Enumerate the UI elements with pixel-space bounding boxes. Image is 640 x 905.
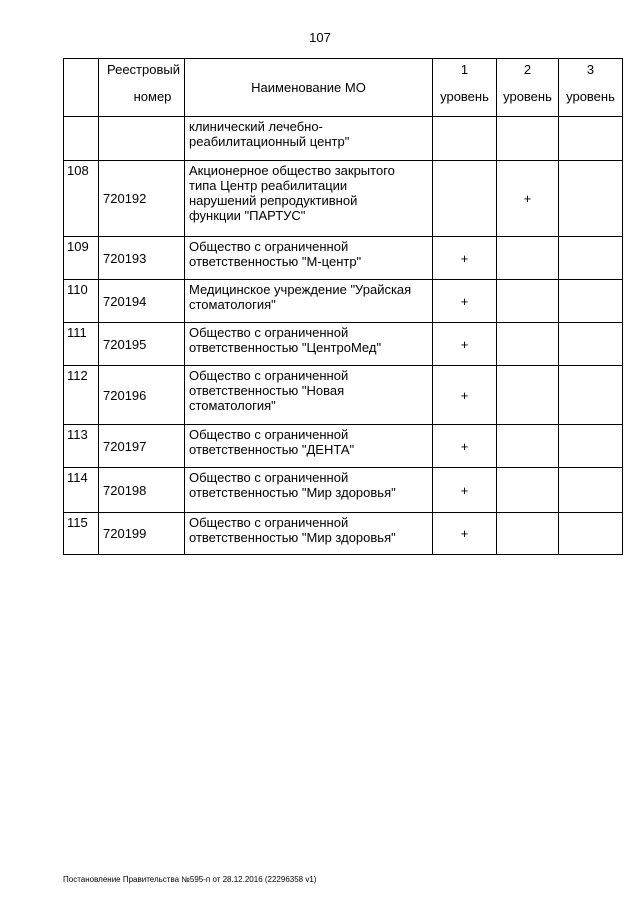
row-number-cell: 114 (64, 468, 99, 513)
level-1-cell (433, 161, 497, 237)
table-row (64, 237, 623, 280)
table-row (64, 366, 623, 425)
header-level-2-word: уровень (503, 89, 552, 104)
row-number-cell: 111 (64, 323, 99, 366)
table-row (64, 323, 623, 366)
level-3-cell (559, 117, 623, 161)
level-2-cell (497, 513, 559, 555)
row-number-cell: 109 (64, 237, 99, 280)
registry-number-cell: 720199 (99, 513, 185, 555)
header-level-2 (497, 59, 559, 117)
level-1-cell: + (433, 366, 497, 425)
header-registry-number (99, 59, 185, 117)
level-3-cell (559, 280, 623, 323)
organization-name-cell: Общество с ограниченной ответственностью "Мир здоровья" (185, 513, 433, 555)
registry-number-cell: 720198 (99, 468, 185, 513)
level-2-cell (497, 323, 559, 366)
header-level-1 (433, 59, 497, 117)
row-number-cell: 110 (64, 280, 99, 323)
header-row-number (64, 59, 99, 117)
table-row (64, 513, 623, 555)
level-2-cell (497, 280, 559, 323)
level-1-cell: + (433, 513, 497, 555)
level-1-cell: + (433, 425, 497, 468)
table-row (64, 425, 623, 468)
table-header (64, 59, 623, 117)
header-level-1-number: 1 (460, 62, 469, 77)
registry-number-cell: 720192 (99, 161, 185, 237)
registry-number-cell: 720197 (99, 425, 185, 468)
row-number-cell: 115 (64, 513, 99, 555)
level-1-cell: + (433, 237, 497, 280)
level-1-cell (433, 117, 497, 161)
header-registry-line1: Реестровый (107, 62, 180, 77)
header-level-3-word: уровень (566, 89, 615, 104)
table-row (64, 468, 623, 513)
level-3-cell (559, 237, 623, 280)
registry-number-cell: 720194 (99, 280, 185, 323)
row-number-cell: 108 (64, 161, 99, 237)
level-1-cell: + (433, 468, 497, 513)
table-body (64, 117, 623, 555)
level-2-cell (497, 366, 559, 425)
page-number: 107 (309, 30, 331, 45)
header-level-2-number: 2 (523, 62, 532, 77)
registry-number-cell: 720195 (99, 323, 185, 366)
level-2-cell: + (497, 161, 559, 237)
header-registry-line2: номер (133, 89, 172, 104)
row-number-cell: 113 (64, 425, 99, 468)
level-1-cell: + (433, 323, 497, 366)
organization-name-cell: Общество с ограниченной ответственностью "ЦентроМед" (185, 323, 433, 366)
organization-name-cell: клинический лечебно- реабилитационный центр" (185, 117, 433, 161)
table-row (64, 280, 623, 323)
header-level-1-word: уровень (440, 89, 489, 104)
registry-number-cell: 720193 (99, 237, 185, 280)
level-3-cell (559, 513, 623, 555)
level-1-cell: + (433, 280, 497, 323)
header-level-3-number: 3 (586, 62, 595, 77)
organization-name-cell: Общество с ограниченной ответственностью "Мир здоровья" (185, 468, 433, 513)
level-2-cell (497, 117, 559, 161)
level-2-cell (497, 425, 559, 468)
organization-name-cell: Общество с ограниченной ответственностью "М-центр" (185, 237, 433, 280)
registry-number-cell (99, 117, 185, 161)
organization-name-cell: Медицинское учреждение "Урайская стоматология" (185, 280, 433, 323)
level-3-cell (559, 161, 623, 237)
organization-name-cell: Акционерное общество закрытого типа Центр реабилитации нарушений репродуктивной функции "ПАРТУС" (185, 161, 433, 237)
registry-table (63, 58, 623, 555)
table-row (64, 117, 623, 161)
level-2-cell (497, 468, 559, 513)
header-level-3 (559, 59, 623, 117)
level-3-cell (559, 323, 623, 366)
organization-name-cell: Общество с ограниченной ответственностью "ДЕНТА" (185, 425, 433, 468)
registry-number-cell: 720196 (99, 366, 185, 425)
footer-document-reference: Постановление Правительства №595-п от 28.12.2016 (22296358 v1) (63, 875, 317, 884)
level-2-cell (497, 237, 559, 280)
table-row (64, 161, 623, 237)
row-number-cell: 112 (64, 366, 99, 425)
level-3-cell (559, 425, 623, 468)
level-3-cell (559, 468, 623, 513)
level-3-cell (559, 366, 623, 425)
row-number-cell (64, 117, 99, 161)
organization-name-cell: Общество с ограниченной ответственностью "Новая стоматология" (185, 366, 433, 425)
header-organization-name: Наименование МО (185, 59, 433, 117)
